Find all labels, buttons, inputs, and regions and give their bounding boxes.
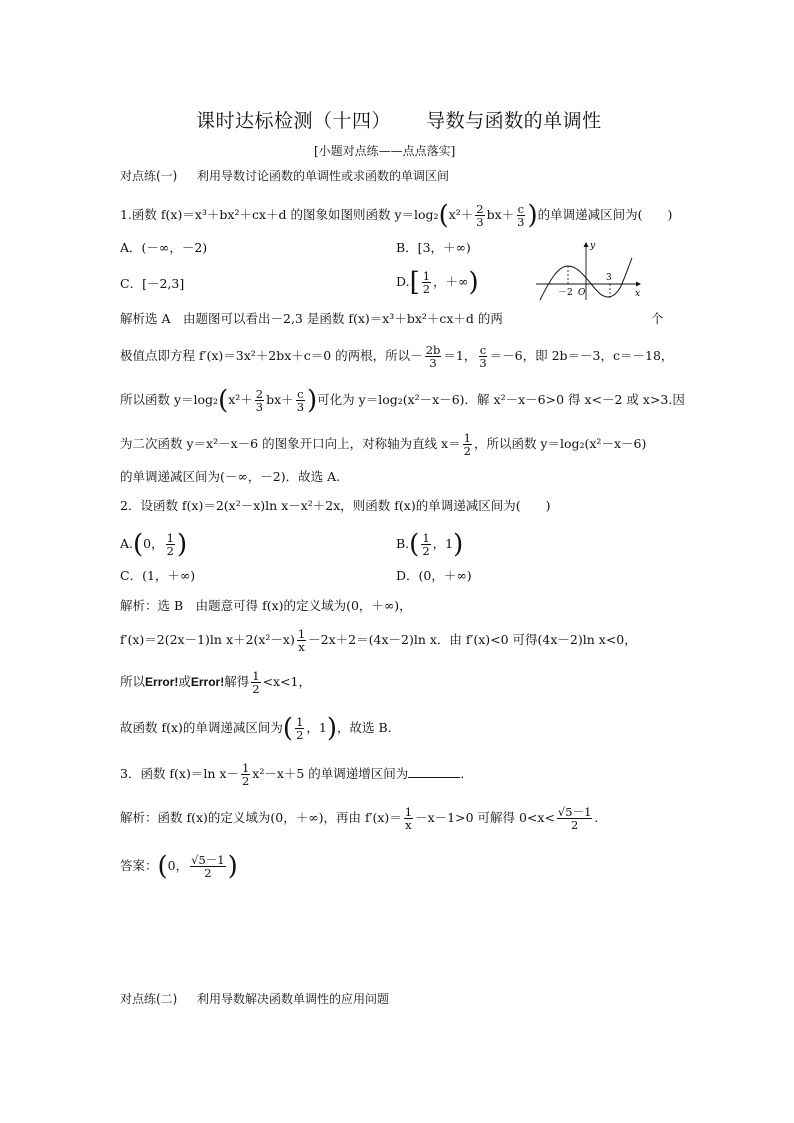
x-axis-arrow: [636, 282, 641, 287]
solution-1-line-1-tail: 个: [651, 311, 664, 326]
graph-label-y: y: [590, 241, 596, 251]
page-title: [196, 106, 602, 133]
fraction: $\frac{2}{3}$: [476, 202, 484, 229]
graph-label-minus2: －2: [558, 288, 573, 298]
cubic-function-graph: [532, 240, 644, 302]
title-topic: 导数与函数的单调性: [426, 110, 602, 132]
graph-label-3: 3: [606, 273, 612, 283]
error-text: Error!: [190, 675, 225, 689]
solution-1-line-1: 解析选 A 由题图可以看出－2,3 是函数 f(x)＝x³＋bx²＋cx＋d 的两: [120, 311, 503, 326]
error-text: Error!: [145, 675, 179, 689]
y-axis-arrow: [584, 242, 589, 247]
solution-1-line-4: 为二次函数 y＝x²－x－6 的图象开口向上，对称轴为直线 x＝ $\frac{1}{2}$ ，所以函数 y＝log₂(x²－x－6): [120, 431, 647, 458]
solution-3: 解析：函数 f(x)的定义域为(0，＋∞)，再由 f′(x)＝ $\frac{1}{x}$ －x－1>0 可解得 0<x< $\frac{√5-1}{2}$ .: [120, 805, 599, 832]
question-2-option-b: B.( $\frac{1}{2}$ ，1): [396, 529, 464, 560]
question-2-option-a: A.(0， $\frac{1}{2}$ ): [120, 529, 188, 560]
title-main: 课时达标检测（十四）: [196, 110, 392, 132]
page-subtitle: [小题对点练——点点落实]: [314, 144, 456, 158]
section-heading-2: 对点练(二) 利用导数解决函数单调性的应用问题: [120, 992, 390, 1006]
graph-label-x: x: [635, 289, 641, 299]
graph-label-origin: O: [578, 288, 586, 298]
question-1-option-b: B．[3，＋∞): [396, 240, 471, 255]
answer-blank: [408, 765, 460, 778]
solution-2-line-1: 解析：选 B 由题意可得 f(x)的定义域为(0，＋∞)，: [120, 598, 412, 613]
answer-3: 答案：(0， $\frac{√5-1}{2}$ ): [120, 851, 238, 882]
solution-1-line-3: 所以函数 y＝log₂(x²＋ $\frac{2}{3}$ bx＋ $\frac{c}{3}$ )可化为 y＝log₂(x²－x－6)．解 x²－x－6>0 得 x<－2 或 x>3.因: [120, 385, 685, 416]
question-2-option-c: C．(1，＋∞): [120, 568, 196, 583]
question-2-option-d: D．(0，＋∞): [396, 568, 472, 583]
solution-1-line-2: 极值点即方程 f′(x)＝3x²＋2bx＋c＝0 的两根，所以－ $\frac{2b}{3}$ ＝1， $\frac{c}{3}$ ＝－6，即 2b＝－3，c＝－18，: [120, 343, 674, 370]
question-2-stem: 2．设函数 f(x)＝2(x²－x)ln x－x²＋2x，则函数 f(x)的单调递减区间为( ): [120, 498, 551, 513]
fraction: $\frac{c}{3}$: [517, 202, 525, 229]
question-3-stem: 3．函数 f(x)＝ln x－ $\frac{1}{2}$ x²－x＋5 的单调递增区间为 ．: [120, 761, 473, 788]
solution-2-line-2: f′(x)＝2(2x－1)ln x＋2(x²－x) $\frac{1}{x}$ －2x＋2＝(4x－2)ln x．由 f′(x)<0 可得(4x－2)ln x<0，: [120, 627, 637, 654]
solution-2-line-3: 所以Error!或Error!解得 $\frac{1}{2}$ <x<1，: [120, 669, 312, 696]
question-1-option-a: A．(－∞，－2): [120, 240, 208, 255]
section-heading-1: 对点练(一) 利用导数讨论函数的单调性或求函数的单调区间: [120, 169, 450, 183]
question-1-stem: 1.函数 f(x)＝x³＋bx²＋cx＋d 的图象如图则函数 y＝log₂(x²＋ $\frac{2}{3}$ bx＋ $\frac{c}{3}$ )的单调递减区间为( ): [120, 200, 673, 231]
question-1-option-c: C．[－2,3]: [120, 276, 185, 291]
question-1-option-d: D.[ $\frac{1}{2}$ ，＋∞): [396, 267, 479, 298]
solution-1-line-5: 的单调递减区间为(－∞，－2)．故选 A.: [120, 469, 341, 484]
solution-2-line-4: 故函数 f(x)的单调递减区间为( $\frac{1}{2}$ ，1)，故选 B.: [120, 713, 392, 744]
